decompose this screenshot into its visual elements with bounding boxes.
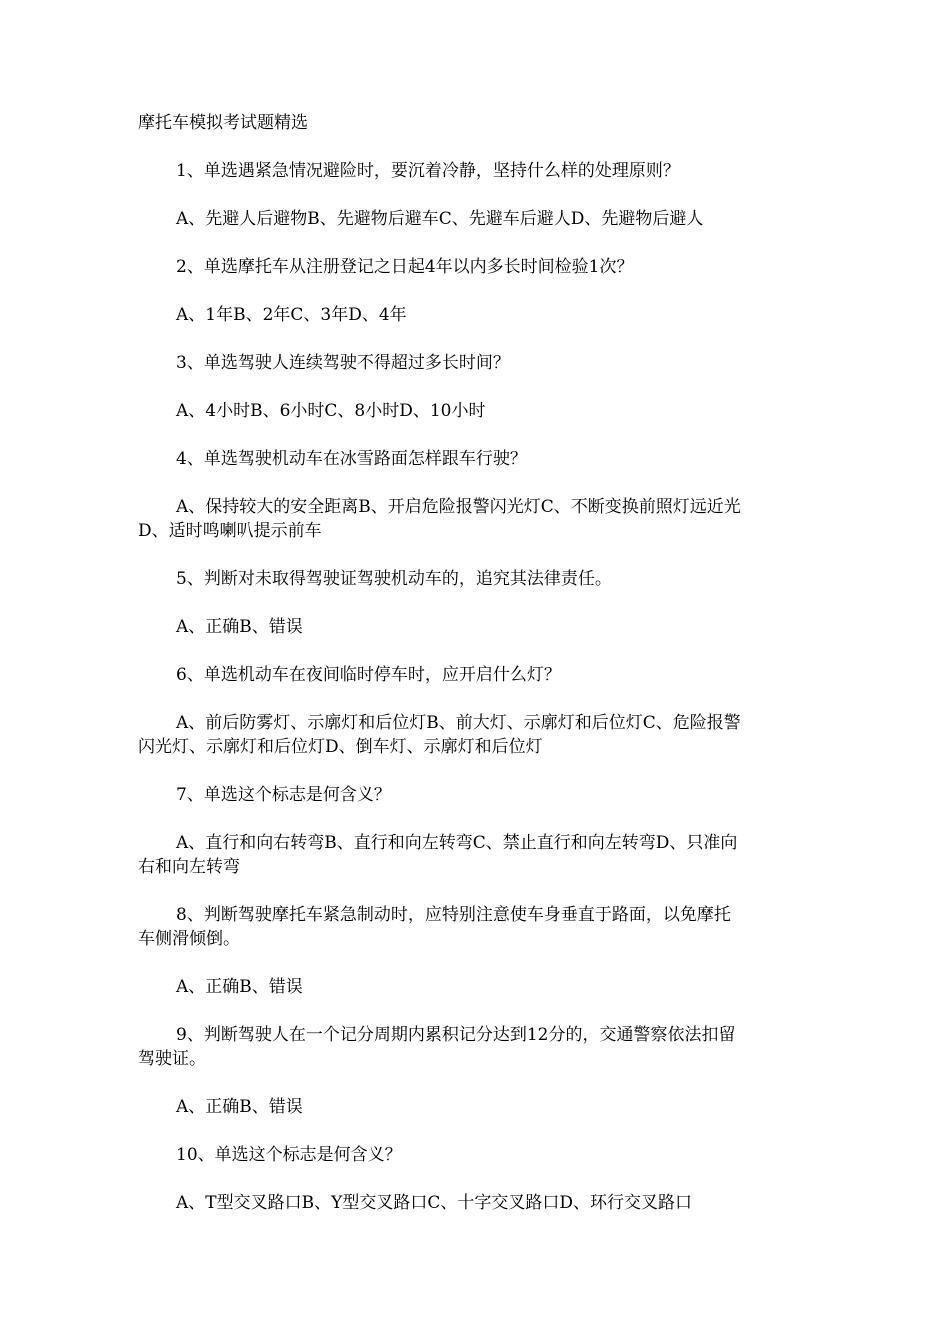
paragraph bbox=[138, 447, 818, 471]
paragraph bbox=[138, 567, 818, 591]
paragraph bbox=[138, 495, 818, 543]
paragraph bbox=[138, 159, 818, 183]
paragraph-line: 1、单选遇紧急情况避险时，要沉着冷静，坚持什么样的处理原则？ bbox=[176, 161, 680, 181]
paragraph bbox=[138, 351, 818, 375]
paragraph-line: A、1年B、2年C、3年D、4年 bbox=[176, 305, 407, 325]
paragraph bbox=[138, 663, 818, 687]
paragraph-line: D、适时鸣喇叭提示前车 bbox=[138, 521, 322, 541]
paragraph bbox=[138, 303, 818, 327]
paragraph bbox=[138, 711, 818, 759]
paragraph bbox=[138, 1095, 818, 1119]
paragraph-line: A、直行和向右转弯B、直行和向左转弯C、禁止直行和向左转弯D、只准向 bbox=[176, 833, 738, 853]
paragraph bbox=[138, 1143, 818, 1167]
paragraph-line: A、T型交叉路口B、Y型交叉路口C、十字交叉路口D、环行交叉路口 bbox=[176, 1193, 692, 1213]
paragraph-line: 10、单选这个标志是何含义？ bbox=[176, 1145, 402, 1165]
paragraph-line: 3、单选驾驶人连续驾驶不得超过多长时间？ bbox=[176, 353, 510, 373]
paragraph-line: A、正确B、错误 bbox=[176, 617, 303, 637]
paragraph-line: 8、判断驾驶摩托车紧急制动时，应特别注意使车身垂直于路面，以免摩托 bbox=[176, 905, 731, 925]
paragraph-line: A、保持较大的安全距离B、开启危险报警闪光灯C、不断变换前照灯远近光 bbox=[176, 497, 741, 517]
paragraph-line: 车侧滑倾倒。 bbox=[138, 929, 240, 949]
paragraph-line: A、正确B、错误 bbox=[176, 1097, 303, 1117]
paragraph bbox=[138, 1191, 818, 1215]
paragraph bbox=[138, 255, 818, 279]
paragraph-line: 9、判断驾驶人在一个记分周期内累积记分达到12分的，交通警察依法扣留 bbox=[176, 1025, 736, 1045]
paragraph bbox=[138, 975, 818, 999]
paragraph-line: A、4小时B、6小时C、8小时D、10小时 bbox=[176, 401, 486, 421]
paragraph bbox=[138, 783, 818, 807]
paragraph bbox=[138, 399, 818, 423]
paragraph-line: 闪光灯、示廓灯和后位灯D、倒车灯、示廓灯和后位灯 bbox=[138, 737, 543, 757]
paragraph bbox=[138, 1023, 818, 1071]
paragraph-line: 驾驶证。 bbox=[138, 1049, 206, 1069]
paragraph bbox=[138, 903, 818, 951]
paragraph-line: 6、单选机动车在夜间临时停车时，应开启什么灯？ bbox=[176, 665, 561, 685]
paragraph-line: 4、单选驾驶机动车在冰雪路面怎样跟车行驶？ bbox=[176, 449, 527, 469]
paragraph bbox=[138, 615, 818, 639]
paragraph-line: A、正确B、错误 bbox=[176, 977, 303, 997]
document-title: 摩托车模拟考试题精选 bbox=[138, 113, 308, 133]
paragraph bbox=[138, 831, 818, 879]
paragraph-line: 右和向左转弯 bbox=[138, 857, 240, 877]
paragraph-line: A、先避人后避物B、先避物后避车C、先避车后避人D、先避物后避人 bbox=[176, 209, 704, 229]
paragraph-line: 7、单选这个标志是何含义？ bbox=[176, 785, 391, 805]
paragraph-line: 2、单选摩托车从注册登记之日起4年以内多长时间检验1次？ bbox=[176, 257, 634, 277]
paragraph bbox=[138, 207, 818, 231]
paragraph-line: A、前后防雾灯、示廓灯和后位灯B、前大灯、示廓灯和后位灯C、危险报警 bbox=[176, 713, 741, 733]
paragraph-line: 5、判断对未取得驾驶证驾驶机动车的，追究其法律责任。 bbox=[176, 569, 612, 589]
